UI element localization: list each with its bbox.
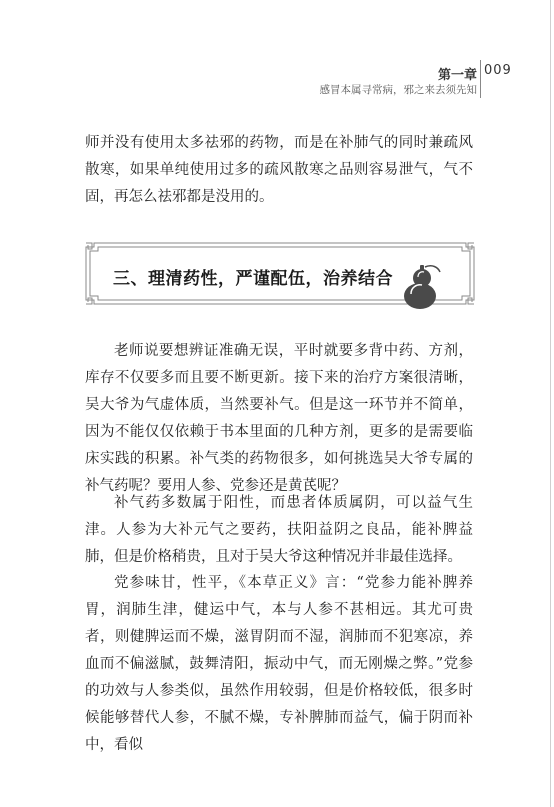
body-paragraph-1: 师并没有使用太多祛邪的药物，而是在补肺气的同时兼疏风散寒，如果单纯使用过多的疏风散寒之品则容易泄气，气不固，再怎么祛邪都是没用的。 bbox=[85, 135, 473, 205]
page-number: 009 bbox=[484, 63, 512, 78]
body-paragraph-2: 老师说要想辨证准确无误，平时就要多背中药、方剂，库存不仅要多而且要不断更新。接下来的治疗方案很清晰，吴大爷为气虚体质，当然要补气。但是这一环节并不简单，因为不能仅仅依赖于书本里面的几种方剂，更多的是需要临床实践的积累。补气类的药物很多，如何挑选吴大爷专属的补气药呢？要用人参、党参还是黄芪呢？ bbox=[85, 343, 473, 494]
section-heading: 三、理清药性，严谨配伍，治养结合 bbox=[113, 269, 393, 289]
running-head-subtitle: 感冒本属寻常病，邪之来去须先知 bbox=[319, 84, 477, 96]
running-head-divider bbox=[480, 60, 481, 98]
page-edge-line bbox=[550, 0, 551, 807]
running-head-chapter: 第一章 bbox=[437, 68, 477, 83]
body-paragraph-3: 补气药多数属于阳性，而患者体质属阴，可以益气生津。人参为大补元气之要药，扶阳益阴之良品，能补脾益肺，但是价格稍贵，且对于吴大爷这种情况并非最佳选择。 bbox=[85, 495, 473, 565]
gourd-icon bbox=[400, 263, 444, 315]
body-paragraph-4: 党参味甘，性平，《本草正义》言：“党参力能补脾养胃，润肺生津，健运中气，本与人参不甚相远。其尤可贵者，则健脾运而不燥，滋胃阴而不湿，润肺而不犯寒凉，养血而不偏滋腻，鼓舞清阳，振动中气，而无刚燥之弊。”党参的功效与人参类似，虽然作用较弱，但是价格较低，很多时候能够替代人参，不腻不燥，专补脾肺而益气，偏于阴而补中，看似 bbox=[85, 575, 473, 753]
